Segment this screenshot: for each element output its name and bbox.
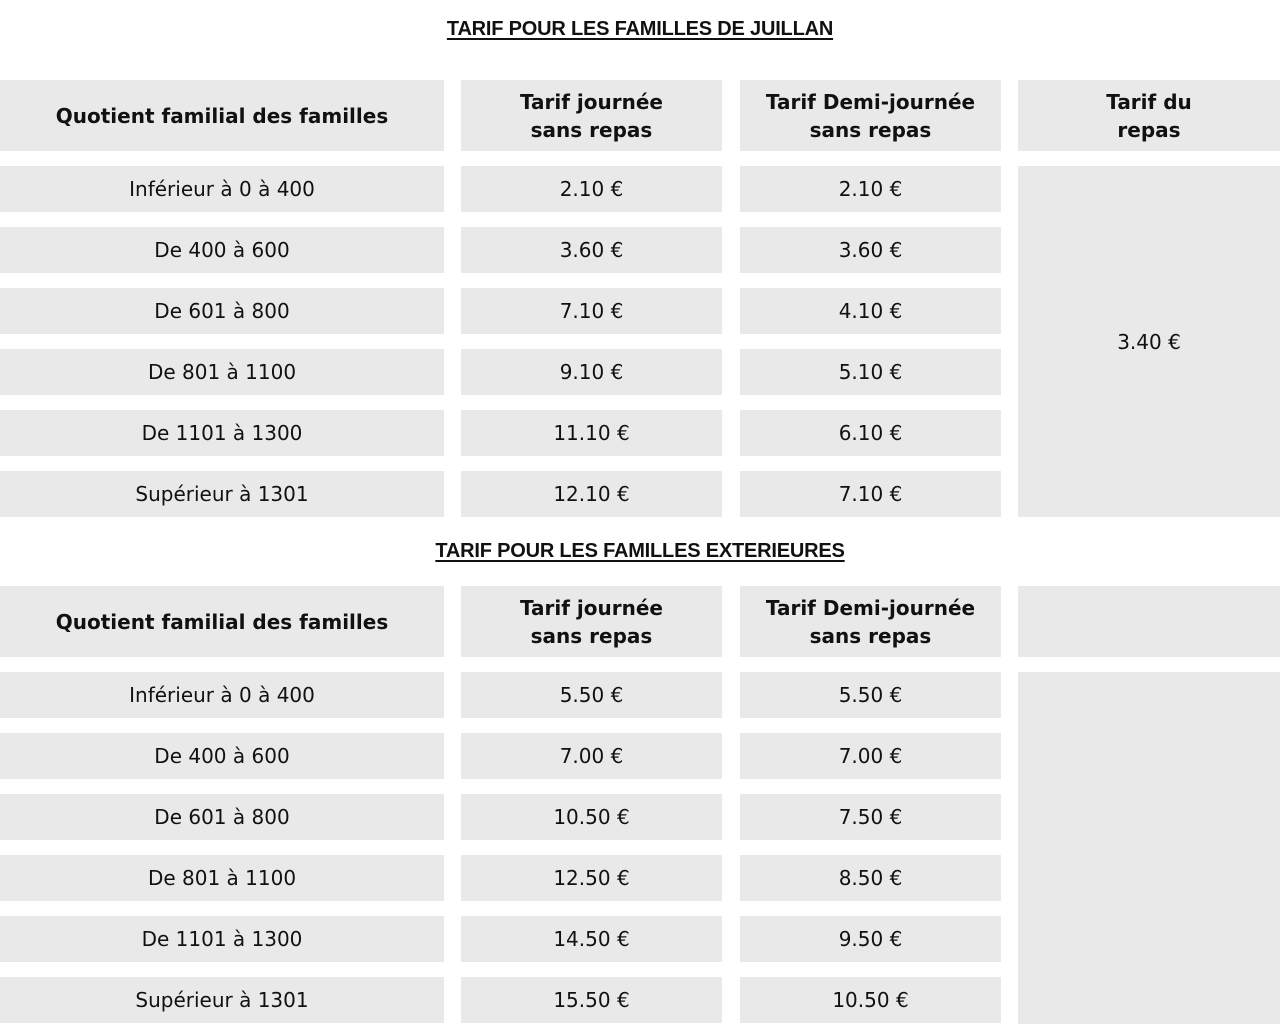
s2-row-quotient: De 400 à 600 xyxy=(0,733,444,779)
s2-row-quotient: Supérieur à 1301 xyxy=(0,977,444,1023)
s2-row-demi: 9.50 € xyxy=(740,916,1001,962)
s1-row-demi: 2.10 € xyxy=(740,166,1001,212)
s1-row-journee: 12.10 € xyxy=(461,471,722,517)
s2-row-quotient: De 1101 à 1300 xyxy=(0,916,444,962)
s2-row-journee: 14.50 € xyxy=(461,916,722,962)
s1-row-journee: 9.10 € xyxy=(461,349,722,395)
s2-row-demi: 10.50 € xyxy=(740,977,1001,1023)
s1-row-journee: 2.10 € xyxy=(461,166,722,212)
s2-header-quotient: Quotient familial des familles xyxy=(0,586,444,657)
s2-row-journee: 7.00 € xyxy=(461,733,722,779)
s1-header-repas: Tarif du repas xyxy=(1018,80,1280,151)
s2-header-repas xyxy=(1018,586,1280,657)
s1-repas-value: 3.40 € xyxy=(1018,166,1280,517)
s2-row-quotient: De 801 à 1100 xyxy=(0,855,444,901)
s2-row-demi: 5.50 € xyxy=(740,672,1001,718)
s1-row-journee: 3.60 € xyxy=(461,227,722,273)
s1-header-journee: Tarif journée sans repas xyxy=(461,80,722,151)
s1-row-demi: 5.10 € xyxy=(740,349,1001,395)
section2-title: TARIF POUR LES FAMILLES EXTERIEURES xyxy=(435,540,845,562)
s1-row-quotient: De 400 à 600 xyxy=(0,227,444,273)
s1-header-quotient: Quotient familial des familles xyxy=(0,80,444,151)
s1-header-demi-journee: Tarif Demi-journée sans repas xyxy=(740,80,1001,151)
s1-row-journee: 11.10 € xyxy=(461,410,722,456)
s1-row-quotient: Inférieur à 0 à 400 xyxy=(0,166,444,212)
s2-header-demi-journee: Tarif Demi-journée sans repas xyxy=(740,586,1001,657)
s1-row-demi: 4.10 € xyxy=(740,288,1001,334)
s1-row-demi: 6.10 € xyxy=(740,410,1001,456)
s1-row-journee: 7.10 € xyxy=(461,288,722,334)
s2-row-journee: 15.50 € xyxy=(461,977,722,1023)
s2-row-demi: 7.50 € xyxy=(740,794,1001,840)
s1-row-quotient: Supérieur à 1301 xyxy=(0,471,444,517)
s2-row-journee: 5.50 € xyxy=(461,672,722,718)
s1-row-quotient: De 601 à 800 xyxy=(0,288,444,334)
s2-row-journee: 10.50 € xyxy=(461,794,722,840)
s2-row-quotient: Inférieur à 0 à 400 xyxy=(0,672,444,718)
s2-header-journee: Tarif journée sans repas xyxy=(461,586,722,657)
s1-row-quotient: De 1101 à 1300 xyxy=(0,410,444,456)
s2-row-quotient: De 601 à 800 xyxy=(0,794,444,840)
s1-row-quotient: De 801 à 1100 xyxy=(0,349,444,395)
s2-repas-value xyxy=(1018,672,1280,1024)
s2-row-journee: 12.50 € xyxy=(461,855,722,901)
s2-row-demi: 7.00 € xyxy=(740,733,1001,779)
s1-row-demi: 7.10 € xyxy=(740,471,1001,517)
section1-title: TARIF POUR LES FAMILLES DE JUILLAN xyxy=(446,18,834,40)
s2-row-demi: 8.50 € xyxy=(740,855,1001,901)
s1-row-demi: 3.60 € xyxy=(740,227,1001,273)
